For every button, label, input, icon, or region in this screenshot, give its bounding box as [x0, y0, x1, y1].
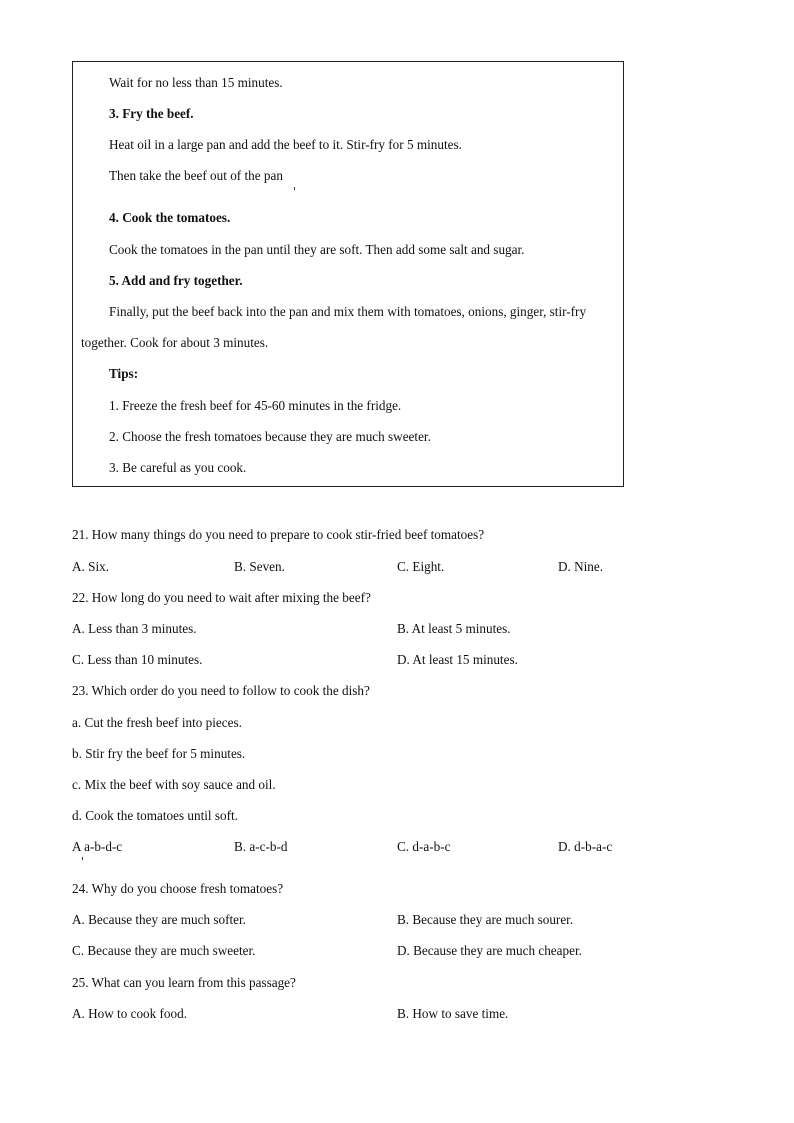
question-24-stem: 24. Why do you choose fresh tomatoes?: [72, 881, 284, 896]
step5-title: 5. Add and fry together.: [109, 273, 243, 288]
q21-option-a: A. Six.: [72, 559, 110, 574]
q22-option-b: B. At least 5 minutes.: [397, 621, 511, 636]
q23-step-item: a. Cut the fresh beef into pieces.: [72, 715, 242, 730]
question-25-stem: 25. What can you learn from this passage?: [72, 975, 296, 990]
q23-step-item: b. Stir fry the beef for 5 minutes.: [72, 746, 246, 761]
stray-mark: [294, 187, 295, 190]
q25-option-b: B. How to save time.: [397, 1006, 509, 1021]
q22-option-d: D. At least 15 minutes.: [397, 652, 518, 667]
step3-title: 3. Fry the beef.: [109, 106, 194, 121]
q22-option-c: C. Less than 10 minutes.: [72, 652, 203, 667]
recipe-box: [72, 61, 624, 487]
q23-step-item: d. Cook the tomatoes until soft.: [72, 808, 238, 823]
step4-title: 4. Cook the tomatoes.: [109, 210, 231, 225]
q21-option-b: B. Seven.: [234, 559, 285, 574]
step3-text-2: Then take the beef out of the pan: [109, 168, 283, 183]
q24-option-d: D. Because they are much cheaper.: [397, 943, 582, 958]
tip-item: 3. Be careful as you cook.: [109, 460, 247, 475]
question-22-stem: 22. How long do you need to wait after mixing the beef?: [72, 590, 371, 605]
q24-option-b: B. Because they are much sourer.: [397, 912, 574, 927]
q24-option-c: C. Because they are much sweeter.: [72, 943, 256, 958]
q24-option-a: A. Because they are much softer.: [72, 912, 246, 927]
q21-option-d: D. Nine.: [558, 559, 604, 574]
q23-step-item: c. Mix the beef with soy sauce and oil.: [72, 777, 276, 792]
tip-item: 1. Freeze the fresh beef for 45-60 minutes in the fridge.: [109, 398, 402, 413]
step5-text-1: Finally, put the beef back into the pan and mix them with tomatoes, onions, ginger, stir-fry: [109, 304, 587, 319]
q23-option-c: C. d-a-b-c: [397, 839, 451, 854]
q21-option-c: C. Eight.: [397, 559, 445, 574]
step4-text: Cook the tomatoes in the pan until they are soft. Then add some salt and sugar.: [109, 242, 525, 257]
question-23-stem: 23. Which order do you need to follow to cook the dish?: [72, 683, 370, 698]
tips-title: Tips:: [109, 366, 139, 381]
q25-option-a: A. How to cook food.: [72, 1006, 188, 1021]
q23-option-d: D. d-b-a-c: [558, 839, 613, 854]
step3-text-1: Heat oil in a large pan and add the beef to it. Stir-fry for 5 minutes.: [109, 137, 462, 152]
tip-item: 2. Choose the fresh tomatoes because they are much sweeter.: [109, 429, 431, 444]
stray-mark: [82, 857, 83, 860]
q23-option-a: A a-b-d-c: [72, 839, 123, 854]
wait-line: Wait for no less than 15 minutes.: [109, 75, 283, 90]
question-21-stem: 21. How many things do you need to prepare to cook stir-fried beef tomatoes?: [72, 527, 485, 542]
step5-text-2: together. Cook for about 3 minutes.: [81, 335, 269, 350]
q22-option-a: A. Less than 3 minutes.: [72, 621, 197, 636]
q23-option-b: B. a-c-b-d: [234, 839, 288, 854]
